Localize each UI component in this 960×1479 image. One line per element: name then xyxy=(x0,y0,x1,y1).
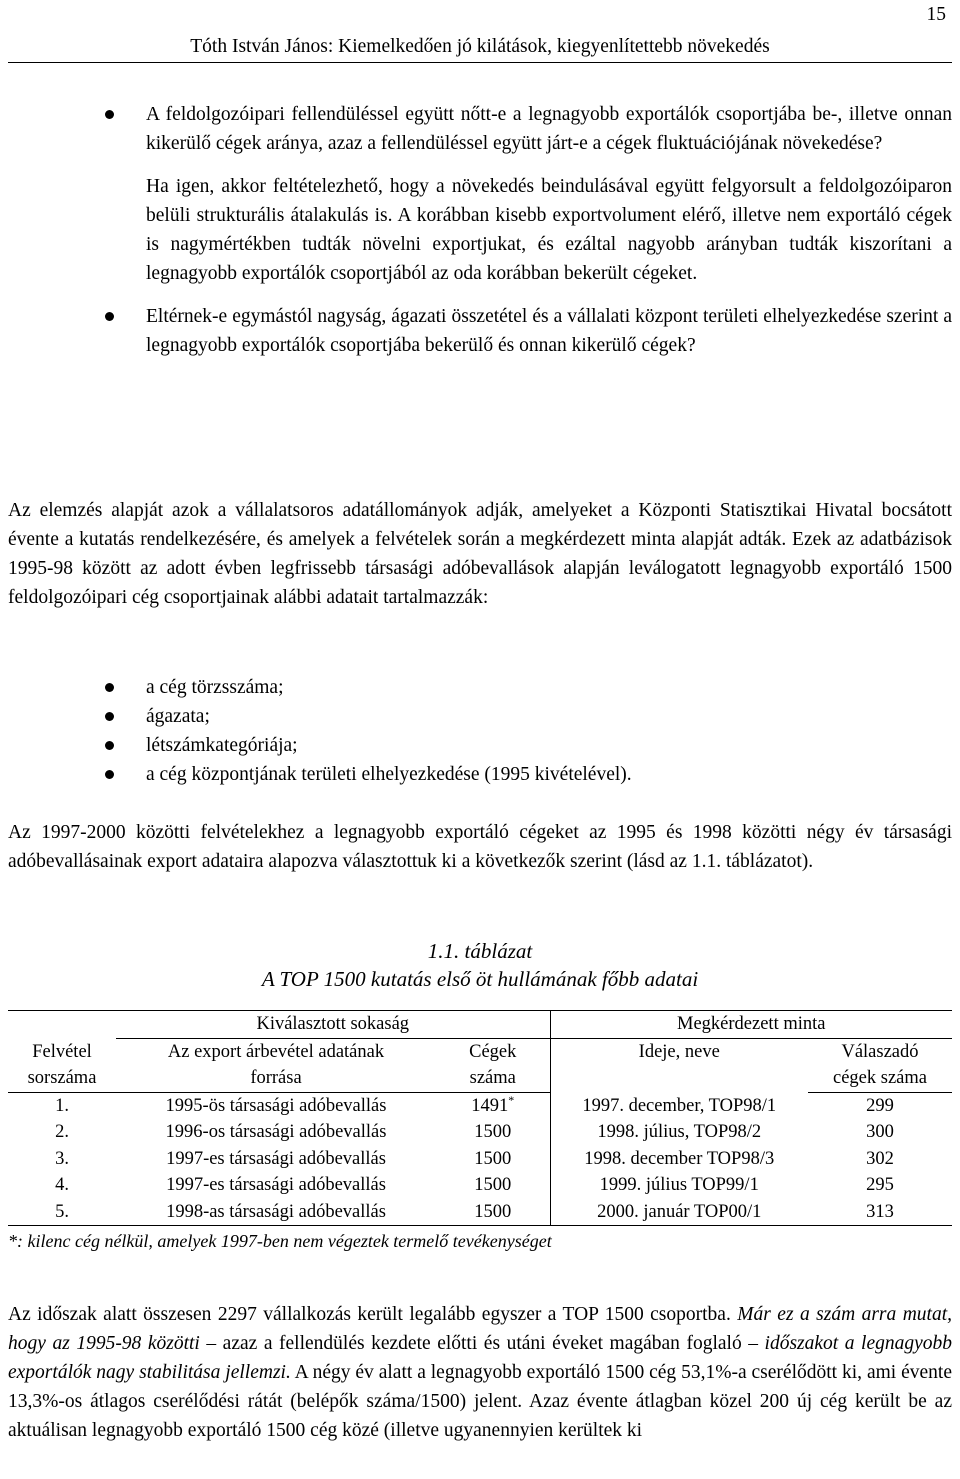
bullet-icon xyxy=(105,683,114,692)
list-item xyxy=(8,702,952,731)
paragraph-results xyxy=(8,1300,952,1445)
group-header-surveyed: Megkérdezett minta xyxy=(550,1011,952,1039)
page-number: 15 xyxy=(926,4,946,25)
cell-count: 1500 xyxy=(474,1175,512,1195)
table-row xyxy=(8,1172,952,1199)
col-header-source: Az export árbevétel adatának xyxy=(167,1041,385,1062)
table-row xyxy=(8,1199,952,1226)
sentence: Az időszak alatt összesen 2297 vállalkozás került legalább egyszer a TOP 1500 csoportba. xyxy=(8,1304,731,1325)
research-questions xyxy=(8,100,952,360)
col-header-count: száma xyxy=(436,1065,550,1092)
bullet-icon xyxy=(105,770,114,779)
sentence-italic: időszakot a legnagyobb exportálók nagy stabilitása jellemzi. xyxy=(8,1333,953,1383)
col-header-respondents: cégek száma xyxy=(808,1065,952,1092)
bullet-icon xyxy=(105,312,114,321)
table-row xyxy=(8,1119,952,1146)
col-header-source: forrása xyxy=(116,1065,436,1092)
cell-wave: 4. xyxy=(55,1175,69,1195)
cell-count: 1500 xyxy=(474,1148,512,1169)
cell-date: 1998. december TOP98/3 xyxy=(550,1146,808,1173)
cell-respondents: 313 xyxy=(808,1199,952,1226)
cell-count: 1500 xyxy=(474,1122,512,1142)
cell-date: 1999. július TOP99/1 xyxy=(550,1172,808,1199)
col-header-date: Ideje, neve xyxy=(550,1038,808,1092)
table-title: A TOP 1500 kutatás első öt hullámának főbb adatai xyxy=(261,967,699,991)
document-page xyxy=(8,0,952,1479)
cell-source: 1995-ös társasági adóbevallás xyxy=(165,1095,387,1116)
survey-table xyxy=(8,1010,952,1226)
col-header-wave: sorszáma xyxy=(8,1065,116,1092)
cell-source: 1996-os társasági adóbevallás xyxy=(165,1122,387,1142)
cell-respondents: 302 xyxy=(866,1148,894,1169)
sentence: A négy év alatt a legnagyobb exportáló 1500 cég 53,1%-a cserélődött ki, ami évente 13,3%-os átlagos cserélődési rátát (belépők száma/1500) jelent. Azaz évente átlagban közel 200 új cég került be az aktuálisan legnagyobb exportáló 1500 cég közé (illetve ugyanennyien kerültek ki xyxy=(8,1362,952,1441)
list-item-text: a cég központjának területi elhelyezkedése (1995 kivételével). xyxy=(146,764,632,785)
cell-count: 1500 xyxy=(436,1199,550,1226)
question-item xyxy=(8,302,952,360)
list-item xyxy=(8,760,952,789)
table-row xyxy=(8,1092,952,1119)
paragraph-selection: Az 1997-2000 közötti felvételekhez a legnagyobb exportáló cégeket az 1995 és 1998 közötti négy év társasági adóbevallásainak export adataira alapozva választottuk ki a következők szerint (lásd az 1.1. táblázatot). xyxy=(8,822,952,872)
cell-respondents: 300 xyxy=(866,1122,894,1142)
col-header-respondents: Válaszadó xyxy=(841,1041,919,1062)
col-header-wave: Felvétel xyxy=(32,1041,92,1062)
table-number: 1.1. táblázat xyxy=(427,939,533,963)
list-item-text: ágazata; xyxy=(146,706,210,727)
cell-wave: 2. xyxy=(55,1122,69,1142)
running-header: Tóth István János: Kiemelkedően jó kilátások, kiegyenlítettebb növekedés xyxy=(190,36,770,57)
list-item-text: létszámkategóriája; xyxy=(146,735,298,756)
cell-date: 1998. július, TOP98/2 xyxy=(550,1119,808,1146)
data-items-list xyxy=(8,673,952,789)
bullet-icon xyxy=(105,712,114,721)
cell-respondents: 299 xyxy=(866,1095,894,1116)
header-rule xyxy=(8,62,952,63)
bullet-icon xyxy=(105,741,114,750)
question-text: A feldolgozóipari fellendüléssel együtt nőtt-e a legnagyobb exportálók csoportjába be-, illetve onnan kikerülő cégek aránya, azaz a fellendüléssel együtt járt-e a cégek fluktuációjának növekedése? xyxy=(146,104,952,154)
cell-count xyxy=(436,1092,550,1119)
list-item xyxy=(8,731,952,760)
question-followup: Ha igen, akkor feltételezhető, hogy a növekedés beindulásával együtt felgyorsult a feldolgozóiparon belüli strukturális átalakulás is. A korábban kisebb exportvolument elérő, illetve nem exportáló cégek is nagymértékben tudták növelni exportjukat, és ezáltal nagyobb arányban tudták kiszorítani a legnagyobb exportálók csoportjából az oda korábban bekerült cégeket. xyxy=(146,176,952,284)
question-text: Eltérnek-e egymástól nagyság, ágazati összetétel és a vállalati központ területi elhelyezkedése szerint a legnagyobb exportálók csoportjába bekerülő és onnan kikerülő cégek? xyxy=(146,306,952,356)
cell-source: 1997-es társasági adóbevallás xyxy=(166,1148,386,1169)
cell-source: 1997-es társasági adóbevallás xyxy=(166,1175,386,1195)
question-item xyxy=(8,100,952,288)
table-row xyxy=(8,1146,952,1173)
group-header-selected: Kiválasztott sokaság xyxy=(116,1011,550,1039)
cell-wave: 3. xyxy=(55,1148,69,1169)
cell-date: 1997. december, TOP98/1 xyxy=(550,1092,808,1119)
cell-wave: 5. xyxy=(8,1199,116,1226)
sentence: – azaz a fellendülés kezdete előtti és utáni éveket magában foglaló – xyxy=(199,1333,765,1354)
footnote-mark: * xyxy=(508,1092,515,1107)
table-footnote: *: kilenc cég nélkül, amelyek 1997-ben nem végeztek termelő tevékenységet xyxy=(8,1231,552,1251)
col-header-count: Cégek xyxy=(469,1041,517,1062)
cell-wave: 1. xyxy=(55,1095,69,1116)
bullet-icon xyxy=(105,110,114,119)
sentence-italic: Már ez a szám arra mutat, hogy az 1995-98 közötti xyxy=(8,1304,952,1354)
cell-source: 1998-as társasági adóbevallás xyxy=(116,1199,436,1226)
cell-respondents: 295 xyxy=(866,1175,894,1195)
paragraph-data-source: Az elemzés alapját azok a vállalatsoros adatállományok adják, amelyeket a Központi Statisztikai Hivatal bocsátott évente a kutatás rendelkezésére, és amelyek a felvételek során a megkérdezett minta alapját adták. Ezek az adatbázisok 1995-98 között az adott évben legfrissebb társasági adóbevallások alapján leválogatott legnagyobb exportáló 1500 feldolgozóipari cég csoportjainak alábbi adatait tartalmazzák: xyxy=(8,500,952,608)
cell-date: 2000. január TOP00/1 xyxy=(550,1199,808,1226)
count-value: 1491 xyxy=(471,1095,509,1116)
list-item-text: a cég törzsszáma; xyxy=(146,677,284,698)
list-item xyxy=(8,673,952,702)
